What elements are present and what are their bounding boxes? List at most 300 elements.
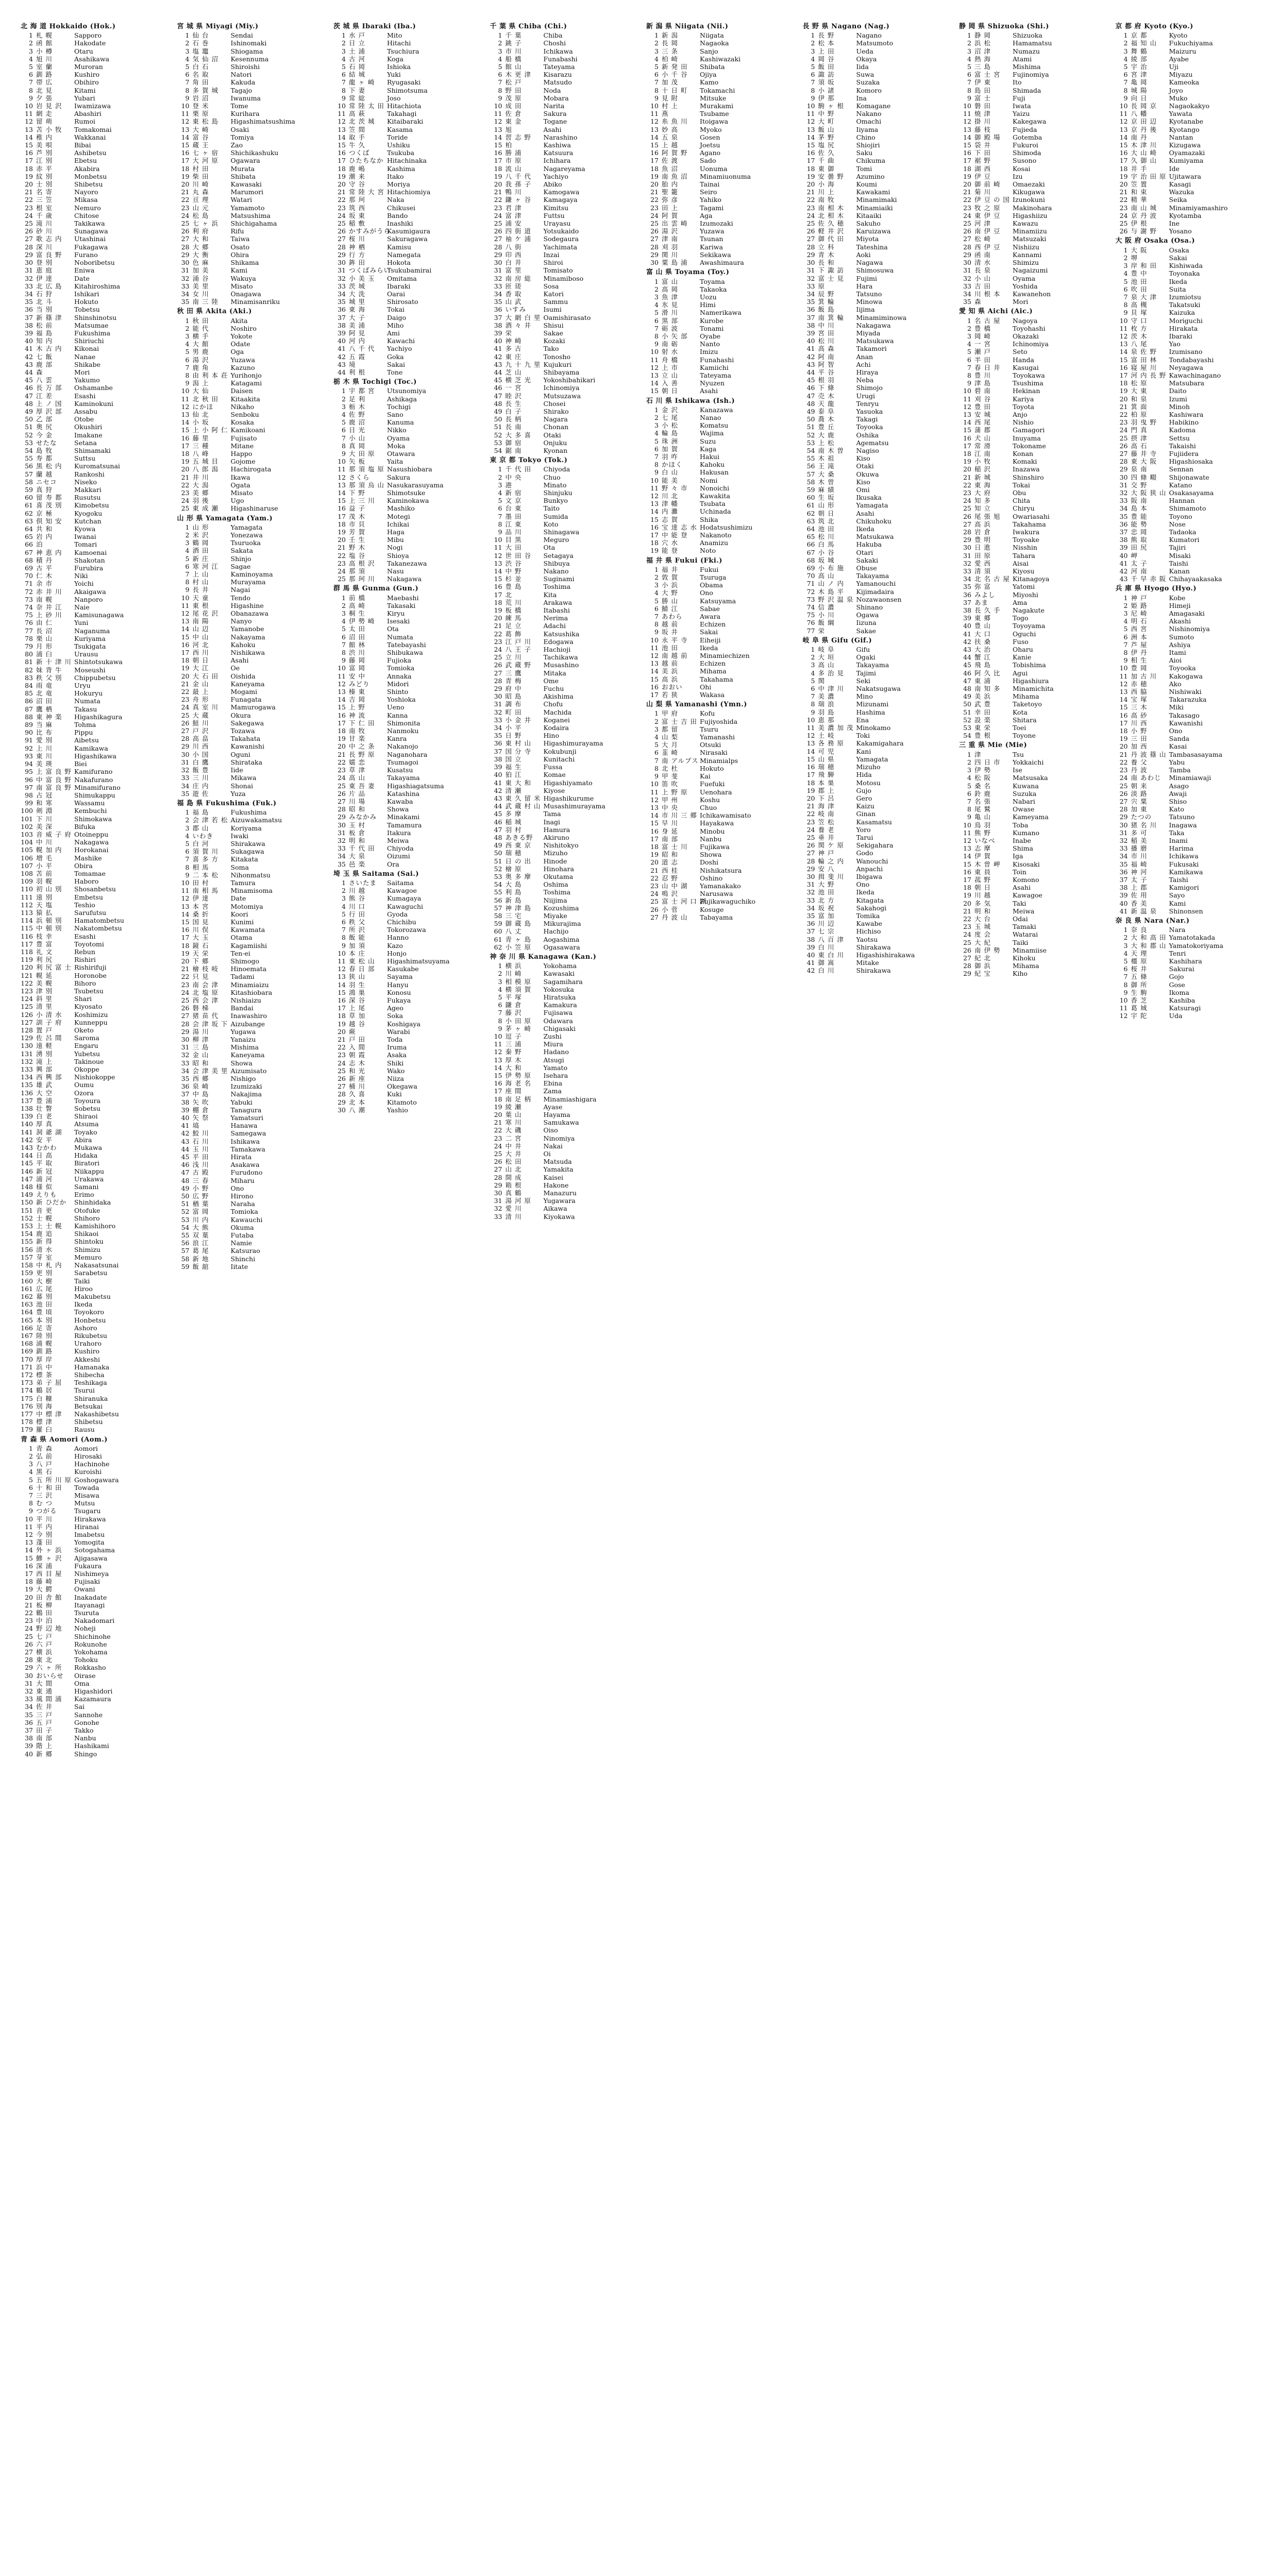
entry-romanized-name: Hokota bbox=[387, 259, 411, 267]
entry-number: 22 bbox=[181, 973, 190, 981]
entry-japanese-name: 増 毛 bbox=[36, 854, 53, 862]
entry-number: 21 bbox=[1119, 750, 1128, 758]
entry-japanese-name: 甲 州 bbox=[662, 795, 678, 804]
entry-romanized-name: Hinoemata bbox=[230, 965, 267, 973]
entry-romanized-name: Shiraoi bbox=[74, 1112, 98, 1121]
entry-number: 23 bbox=[25, 1617, 33, 1625]
entry-japanese-name: 城 里 bbox=[349, 298, 365, 306]
entry-number: 36 bbox=[338, 306, 346, 314]
entry-japanese-name: 笠 置 bbox=[1131, 180, 1148, 189]
entry-number: 12 bbox=[650, 795, 659, 804]
entry-romanized-name: Itabashi bbox=[543, 606, 570, 615]
index-entry bbox=[177, 227, 321, 235]
entry-number: 10 bbox=[1119, 996, 1128, 1004]
entry-romanized-name: Kiso bbox=[856, 454, 870, 463]
entry-japanese-name: 狭 山 bbox=[349, 973, 365, 981]
index-entry bbox=[1116, 473, 1259, 481]
entry-romanized-name: Nishiwaki bbox=[1169, 688, 1202, 696]
entry-number: 19 bbox=[650, 547, 659, 555]
entry-number: 33 bbox=[963, 567, 971, 575]
entry-japanese-name: 西 興 部 bbox=[36, 1073, 62, 1081]
entry-japanese-name: 鳥 羽 bbox=[974, 821, 991, 829]
entry-number: 12 bbox=[25, 117, 33, 126]
entry-romanized-name: Kamoenai bbox=[74, 548, 107, 556]
entry-romanized-name: Hitachinaka bbox=[387, 157, 427, 165]
entry-number: 44 bbox=[25, 368, 33, 376]
index-entry bbox=[177, 403, 321, 411]
entry-romanized-name: Fukuroi bbox=[1013, 141, 1038, 149]
entry-number: 27 bbox=[181, 1012, 190, 1020]
entry-romanized-name: Ashibetsu bbox=[74, 149, 107, 157]
entry-number: 31 bbox=[494, 266, 502, 275]
entry-number: 77 bbox=[806, 626, 815, 635]
entry-romanized-name: Fujiyoshida bbox=[700, 717, 738, 725]
index-entry bbox=[1116, 110, 1259, 117]
index-entry bbox=[333, 306, 477, 313]
index-entry bbox=[21, 133, 164, 141]
entry-japanese-name: 朝 日 bbox=[192, 656, 209, 665]
entry-number: 11 bbox=[1119, 110, 1128, 118]
entry-japanese-name: 男 鹿 bbox=[192, 348, 209, 356]
entry-japanese-name: 熊 谷 bbox=[349, 894, 365, 903]
index-entry bbox=[1116, 403, 1259, 411]
entry-romanized-name: Minamisoma bbox=[230, 887, 273, 895]
entry-romanized-name: Saku bbox=[856, 149, 873, 157]
entry-japanese-name: 下 野 bbox=[349, 488, 365, 497]
entry-japanese-name: 士 別 bbox=[36, 180, 53, 189]
entry-romanized-name: Otaru bbox=[74, 47, 93, 55]
entry-number: 36 bbox=[1119, 868, 1128, 876]
entry-number: 35 bbox=[494, 732, 502, 740]
index-entry bbox=[21, 39, 164, 47]
entry-number: 21 bbox=[181, 188, 190, 196]
index-entry bbox=[490, 243, 633, 251]
entry-japanese-name: 八 戸 bbox=[36, 1460, 53, 1468]
entry-japanese-name: 輪 島 bbox=[662, 429, 678, 437]
entry-number: 43 bbox=[181, 1137, 190, 1145]
entry-japanese-name: 幸 田 bbox=[974, 708, 991, 716]
prefecture-heading: 大 阪 府 Osaka (Osa.) bbox=[1115, 237, 1195, 245]
entry-japanese-name: 龍 ヶ 崎 bbox=[349, 78, 375, 87]
entry-romanized-name: Izumi bbox=[1169, 395, 1187, 403]
index-entry bbox=[21, 400, 164, 408]
entry-romanized-name: Urakawa bbox=[74, 1175, 104, 1183]
entry-number: 31 bbox=[963, 266, 971, 275]
entry-japanese-name: 阿 智 bbox=[818, 360, 835, 368]
index-entry bbox=[490, 110, 633, 117]
entry-romanized-name: Abiko bbox=[543, 180, 562, 189]
index-entry bbox=[959, 962, 1102, 970]
entry-number: 13 bbox=[650, 500, 659, 508]
index-entry bbox=[490, 1181, 633, 1189]
index-entry bbox=[490, 1205, 633, 1212]
index-entry bbox=[177, 1216, 321, 1224]
entry-romanized-name: Atsuma bbox=[74, 1120, 99, 1128]
entry-romanized-name: Sumoto bbox=[1169, 633, 1194, 641]
entry-romanized-name: Gojome bbox=[230, 457, 256, 466]
index-entry bbox=[490, 47, 633, 55]
entry-japanese-name: 由 利 本 荘 bbox=[192, 371, 228, 379]
entry-number: 4 bbox=[185, 55, 190, 63]
entry-romanized-name: Kumiyama bbox=[1169, 157, 1204, 165]
entry-japanese-name: 武 蔵 村 山 bbox=[505, 802, 541, 810]
entry-japanese-name: 岡 崎 bbox=[974, 332, 991, 340]
entry-romanized-name: Onagawa bbox=[230, 290, 261, 298]
index-entry bbox=[21, 117, 164, 125]
entry-japanese-name: 白 井 bbox=[505, 259, 522, 267]
entry-number: 79 bbox=[25, 642, 33, 651]
entry-romanized-name: Teshio bbox=[74, 901, 95, 909]
entry-romanized-name: Imabetsu bbox=[74, 1531, 105, 1538]
index-entry bbox=[646, 484, 789, 492]
entry-number: 4 bbox=[342, 410, 346, 418]
entry-japanese-name: 泉 南 bbox=[1131, 465, 1148, 473]
entry-japanese-name: 飯 豊 bbox=[192, 766, 209, 774]
entry-number: 11 bbox=[1119, 672, 1128, 680]
index-entry bbox=[1116, 31, 1259, 39]
index-entry bbox=[1116, 649, 1259, 656]
index-entry bbox=[333, 594, 477, 602]
entry-romanized-name: Funahashi bbox=[700, 355, 734, 364]
index-entry bbox=[21, 909, 164, 917]
entry-number: 33 bbox=[494, 1212, 502, 1221]
entry-romanized-name: Toyotomi bbox=[74, 940, 104, 948]
entry-number: 11 bbox=[338, 672, 346, 680]
index-entry bbox=[1116, 625, 1259, 633]
entry-romanized-name: Kawasaki bbox=[230, 180, 262, 189]
entry-number: 6 bbox=[185, 355, 190, 364]
index-entry bbox=[177, 1208, 321, 1215]
entry-japanese-name: 新 島 bbox=[505, 896, 522, 904]
entry-japanese-name: 甲 斐 bbox=[662, 772, 678, 781]
entry-japanese-name: 蔵 王 bbox=[192, 141, 209, 149]
entry-romanized-name: Mukawa bbox=[74, 1144, 103, 1152]
entry-japanese-name: 大 紀 bbox=[974, 938, 991, 946]
index-entry bbox=[959, 751, 1102, 758]
entry-romanized-name: Yamakita bbox=[543, 1165, 574, 1174]
prefecture-heading: 静 岡 県 Shizuoka (Shi.) bbox=[959, 23, 1049, 30]
index-entry bbox=[21, 1570, 164, 1578]
entry-japanese-name: 半 田 bbox=[974, 355, 991, 364]
entry-number: 18 bbox=[338, 1012, 346, 1020]
index-entry bbox=[1116, 774, 1259, 782]
entry-number: 13 bbox=[1119, 340, 1128, 348]
index-entry bbox=[959, 259, 1102, 266]
entry-number: 11 bbox=[338, 957, 346, 965]
entry-number: 52 bbox=[494, 431, 502, 439]
entry-romanized-name: Suzaka bbox=[856, 78, 880, 87]
index-entry bbox=[646, 180, 789, 188]
index-entry bbox=[803, 188, 946, 196]
entry-japanese-name: 羽 後 bbox=[192, 497, 209, 505]
entry-japanese-name: 遊 佐 bbox=[192, 789, 209, 798]
entry-japanese-name: 上 市 bbox=[662, 363, 678, 371]
entry-romanized-name: Kurobe bbox=[700, 316, 724, 325]
entry-romanized-name: Kaminokuni bbox=[74, 399, 113, 408]
index-entry bbox=[1116, 356, 1259, 364]
index-entry bbox=[177, 395, 321, 403]
entry-number: 5 bbox=[967, 348, 971, 356]
entry-number: 7 bbox=[967, 797, 971, 805]
entry-romanized-name: Ozora bbox=[74, 1089, 94, 1097]
index-entry bbox=[1116, 560, 1259, 567]
entry-romanized-name: Chikuma bbox=[856, 157, 886, 165]
index-entry bbox=[803, 71, 946, 78]
entry-japanese-name: 会 津 若 松 bbox=[192, 816, 228, 824]
index-entry bbox=[490, 606, 633, 614]
entry-japanese-name: 岩 倉 bbox=[974, 528, 991, 536]
entry-romanized-name: Makkari bbox=[74, 485, 102, 494]
index-entry bbox=[177, 1028, 321, 1036]
index-entry bbox=[21, 1058, 164, 1065]
entry-number: 124 bbox=[21, 995, 33, 1003]
entry-romanized-name: Naka bbox=[387, 196, 405, 204]
entry-number: 21 bbox=[181, 473, 190, 481]
entry-romanized-name: Shinjuku bbox=[543, 488, 573, 497]
entry-japanese-name: 清 水 bbox=[974, 259, 991, 267]
entry-japanese-name: 河 津 bbox=[974, 219, 991, 228]
index-entry bbox=[959, 364, 1102, 371]
entry-romanized-name: Kawauchi bbox=[230, 1215, 263, 1224]
entry-japanese-name: 泰 阜 bbox=[818, 407, 835, 415]
entry-number: 48 bbox=[494, 399, 502, 408]
index-entry bbox=[646, 709, 789, 717]
entry-romanized-name: Naie bbox=[74, 603, 90, 612]
entry-japanese-name: 身 延 bbox=[662, 827, 678, 835]
entry-number: 10 bbox=[181, 878, 190, 887]
entry-japanese-name: 土 浦 bbox=[349, 47, 365, 55]
entry-romanized-name: Tagajo bbox=[230, 86, 253, 94]
entry-romanized-name: Minamiizu bbox=[1013, 227, 1047, 235]
index-entry bbox=[959, 614, 1102, 622]
entry-number: 24 bbox=[1119, 211, 1128, 219]
entry-romanized-name: Tome bbox=[230, 102, 248, 110]
entry-japanese-name: 大 網 白 里 bbox=[505, 313, 541, 321]
index-entry bbox=[959, 513, 1102, 520]
entry-japanese-name: 大 和 bbox=[505, 1063, 522, 1072]
index-entry bbox=[177, 942, 321, 950]
entry-japanese-name: 明 和 bbox=[974, 907, 991, 915]
index-entry bbox=[21, 1230, 164, 1238]
index-entry bbox=[959, 481, 1102, 489]
entry-romanized-name: Amagasaki bbox=[1169, 609, 1205, 618]
entry-japanese-name: 大 玉 bbox=[192, 934, 209, 942]
entry-japanese-name: 立 川 bbox=[505, 653, 522, 662]
entry-number: 15 bbox=[338, 703, 346, 711]
entry-japanese-name: 上 川 bbox=[36, 744, 53, 752]
entry-japanese-name: いなべ bbox=[974, 836, 996, 844]
entry-japanese-name: 京 田 辺 bbox=[1131, 117, 1157, 126]
index-entry bbox=[333, 219, 477, 227]
entry-japanese-name: 長 野 原 bbox=[349, 750, 375, 758]
index-entry bbox=[490, 188, 633, 196]
entry-romanized-name: Tateyama bbox=[700, 371, 732, 379]
entry-japanese-name: 歌 志 内 bbox=[36, 235, 62, 243]
index-entry bbox=[490, 368, 633, 376]
entry-japanese-name: 西 尾 bbox=[974, 418, 991, 427]
entry-japanese-name: 恵 庭 bbox=[36, 266, 53, 275]
index-entry bbox=[333, 63, 477, 71]
index-entry bbox=[21, 180, 164, 188]
entry-japanese-name: 岩 内 bbox=[36, 533, 53, 541]
entry-number: 37 bbox=[1119, 875, 1128, 884]
index-entry bbox=[21, 1695, 164, 1703]
entry-number: 4 bbox=[1123, 617, 1128, 625]
index-entry bbox=[177, 790, 321, 798]
entry-number: 3 bbox=[342, 47, 346, 55]
entry-romanized-name: Tamamura bbox=[387, 821, 422, 829]
entry-romanized-name: Minakami bbox=[387, 813, 420, 821]
entry-japanese-name: 名 張 bbox=[974, 797, 991, 805]
entry-japanese-name: 羽 村 bbox=[505, 825, 522, 834]
index-entry bbox=[646, 788, 789, 796]
entry-romanized-name: Nakai bbox=[543, 1142, 563, 1150]
entry-number: 8 bbox=[654, 764, 659, 772]
index-entry bbox=[333, 165, 477, 173]
entry-number: 63 bbox=[806, 517, 815, 525]
entry-romanized-name: Hakone bbox=[543, 1181, 569, 1189]
entry-number: 10 bbox=[650, 348, 659, 356]
index-entry bbox=[177, 950, 321, 957]
entry-japanese-name: 尼 崎 bbox=[1131, 609, 1148, 618]
entry-romanized-name: Nagareyama bbox=[543, 164, 585, 173]
entry-number: 28 bbox=[806, 243, 815, 251]
entry-romanized-name: Aogashima bbox=[543, 935, 580, 943]
entry-number: 18 bbox=[963, 884, 971, 892]
entry-japanese-name: 富 岡 bbox=[192, 1208, 209, 1216]
entry-romanized-name: Asakawa bbox=[230, 1161, 260, 1169]
entry-japanese-name: 中 川 bbox=[818, 321, 835, 329]
index-entry bbox=[21, 705, 164, 713]
entry-japanese-name: 黒 石 bbox=[36, 1468, 53, 1476]
entry-romanized-name: Rankoshi bbox=[74, 470, 105, 478]
entry-number: 150 bbox=[21, 1198, 33, 1207]
index-entry bbox=[490, 927, 633, 935]
entry-japanese-name: 加 東 bbox=[1131, 805, 1148, 814]
index-entry bbox=[177, 55, 321, 63]
entry-number: 10 bbox=[963, 387, 971, 395]
entry-number: 11 bbox=[1119, 1004, 1128, 1012]
index-entry bbox=[803, 290, 946, 298]
index-entry bbox=[1116, 71, 1259, 78]
entry-romanized-name: Sakura bbox=[543, 110, 567, 118]
entry-romanized-name: Ide bbox=[1169, 164, 1180, 173]
entry-romanized-name: Fujisawa bbox=[543, 1009, 573, 1017]
index-entry bbox=[333, 887, 477, 894]
entry-japanese-name: 十 日 町 bbox=[662, 86, 688, 94]
entry-romanized-name: Maebashi bbox=[387, 594, 419, 602]
entry-number: 28 bbox=[963, 962, 971, 970]
entry-number: 36 bbox=[494, 739, 502, 748]
entry-japanese-name: 一 宮 bbox=[505, 384, 522, 392]
entry-japanese-name: 山 梨 bbox=[662, 733, 678, 741]
entry-romanized-name: Sobetsu bbox=[74, 1105, 100, 1113]
index-entry bbox=[21, 1167, 164, 1175]
index-entry bbox=[490, 235, 633, 243]
entry-japanese-name: 久 喜 bbox=[349, 1090, 365, 1098]
entry-japanese-name: 飯 田 bbox=[818, 63, 835, 71]
entry-romanized-name: Meguro bbox=[543, 536, 569, 544]
entry-japanese-name: 南 部 bbox=[662, 835, 678, 843]
entry-japanese-name: 三 木 bbox=[1131, 703, 1148, 711]
index-entry bbox=[1116, 884, 1259, 891]
index-entry bbox=[333, 742, 477, 750]
entry-japanese-name: 池 田 bbox=[818, 525, 835, 533]
entry-number: 3 bbox=[811, 661, 815, 669]
entry-japanese-name: 砺 波 bbox=[662, 324, 678, 332]
entry-number: 41 bbox=[806, 959, 815, 967]
entry-japanese-name: 高 浜 bbox=[974, 520, 991, 528]
entry-romanized-name: Ichikai bbox=[387, 520, 410, 528]
entry-romanized-name: Toyokawa bbox=[1013, 371, 1045, 379]
index-entry bbox=[803, 384, 946, 392]
entry-number: 3 bbox=[342, 894, 346, 903]
entry-japanese-name: 野 木 bbox=[349, 544, 365, 552]
entry-number: 5 bbox=[967, 782, 971, 790]
entry-romanized-name: Shimamaki bbox=[74, 446, 111, 454]
entry-romanized-name: Koshigaya bbox=[387, 1020, 420, 1028]
entry-romanized-name: Susono bbox=[1013, 157, 1037, 165]
entry-japanese-name: 塩 谷 bbox=[349, 551, 365, 560]
entry-japanese-name: 更 別 bbox=[36, 1269, 53, 1277]
entry-number: 17 bbox=[963, 442, 971, 450]
entry-japanese-name: 東 松 山 bbox=[349, 957, 375, 965]
entry-romanized-name: Gonohe bbox=[74, 1718, 99, 1726]
entry-romanized-name: Yamatokoriyama bbox=[1169, 941, 1223, 950]
entry-number: 32 bbox=[338, 274, 346, 282]
entry-japanese-name: 吹 田 bbox=[1131, 285, 1148, 293]
entry-romanized-name: Tagami bbox=[700, 204, 724, 212]
entry-romanized-name: Fukuchiyama bbox=[1169, 39, 1213, 47]
entry-romanized-name: Shinchi bbox=[230, 1255, 256, 1263]
entry-number: 42 bbox=[338, 352, 346, 361]
entry-romanized-name: Higashimatsuyama bbox=[387, 957, 450, 965]
entry-romanized-name: Fujinomiya bbox=[1013, 71, 1049, 79]
entry-number: 38 bbox=[963, 606, 971, 615]
entry-number: 1 bbox=[498, 465, 502, 473]
index-entry bbox=[21, 1672, 164, 1680]
entry-japanese-name: 岐 阜 bbox=[818, 646, 835, 654]
entry-number: 26 bbox=[963, 227, 971, 235]
entry-number: 4 bbox=[654, 733, 659, 741]
entry-number: 16 bbox=[494, 149, 502, 157]
entry-romanized-name: Tsushima bbox=[1013, 379, 1044, 387]
entry-japanese-name: 桑 名 bbox=[974, 782, 991, 790]
index-entry bbox=[646, 47, 789, 55]
entry-number: 47 bbox=[494, 825, 502, 834]
index-entry bbox=[803, 611, 946, 619]
entry-number: 3 bbox=[185, 824, 190, 832]
index-entry bbox=[21, 948, 164, 956]
entry-romanized-name: Kiyosato bbox=[74, 1003, 103, 1011]
entry-romanized-name: Tendo bbox=[230, 594, 250, 602]
entry-japanese-name: 利 根 bbox=[349, 368, 365, 376]
entry-japanese-name: 田 子 bbox=[36, 1726, 53, 1735]
index-entry bbox=[333, 973, 477, 980]
entry-japanese-name: 加 賀 bbox=[662, 445, 678, 453]
index-entry bbox=[333, 481, 477, 489]
entry-romanized-name: Yokohama bbox=[543, 962, 577, 970]
entry-romanized-name: Koga bbox=[387, 55, 403, 63]
entry-romanized-name: Isesaki bbox=[387, 617, 410, 625]
index-entry bbox=[177, 894, 321, 902]
entry-japanese-name: 厚 沢 部 bbox=[36, 407, 62, 415]
entry-number: 10 bbox=[25, 1515, 33, 1523]
entry-number: 18 bbox=[806, 164, 815, 173]
entry-romanized-name: Niikappu bbox=[74, 1167, 105, 1175]
entry-japanese-name: 渋 川 bbox=[349, 649, 365, 657]
entry-romanized-name: Iruma bbox=[387, 1043, 407, 1052]
